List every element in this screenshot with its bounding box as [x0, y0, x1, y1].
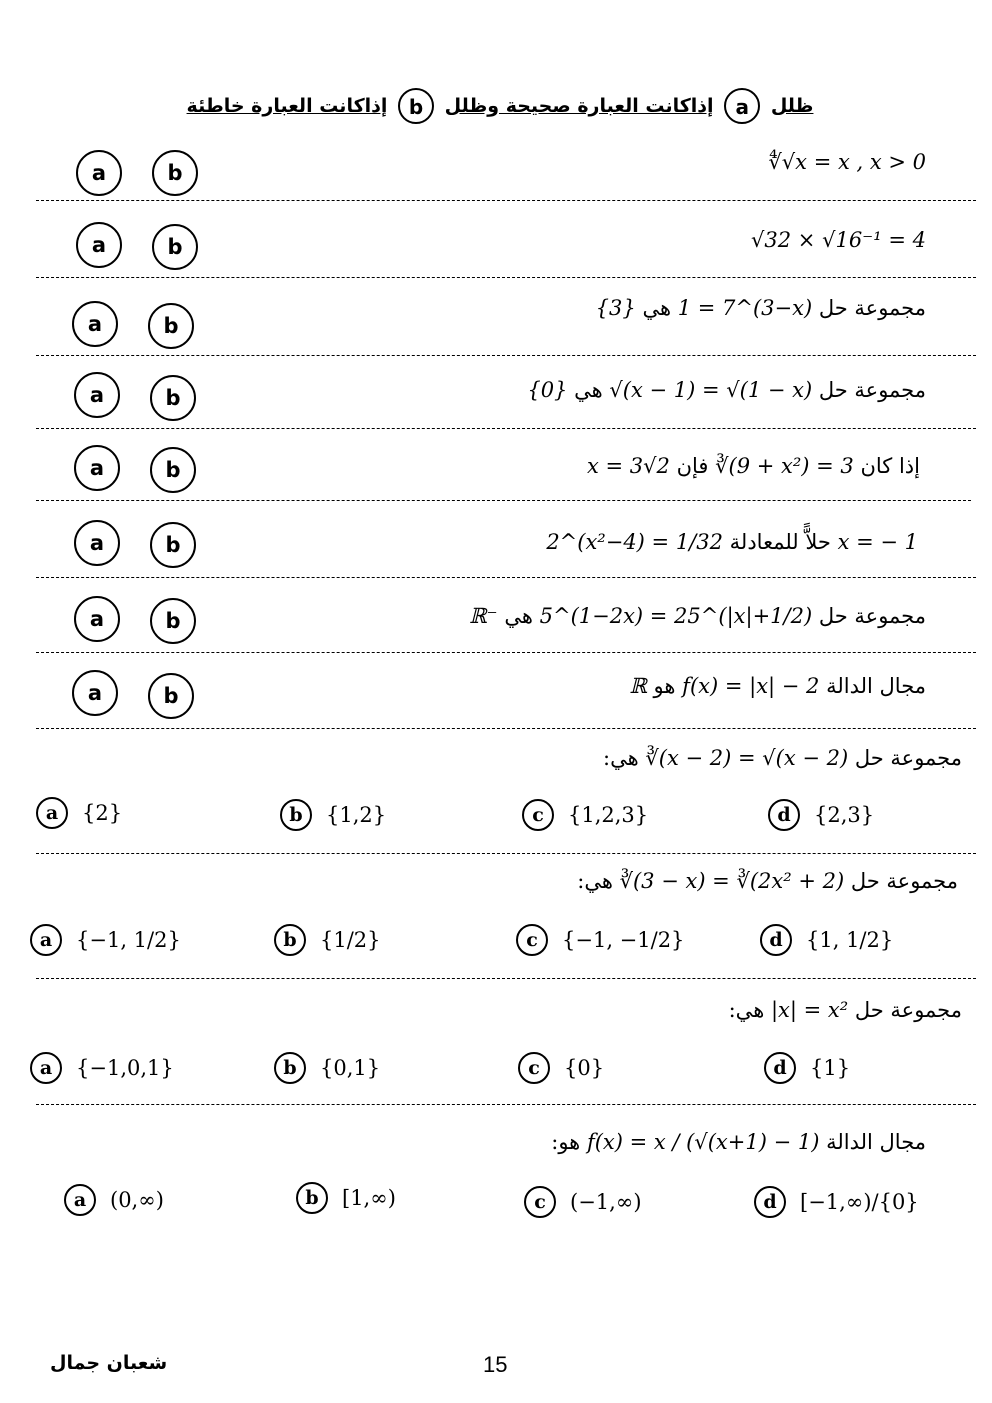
option-letter: c: [522, 799, 554, 831]
option-value: {0,1}: [320, 1056, 381, 1080]
mc-2-end: هي:: [577, 869, 613, 893]
option-letter: d: [754, 1186, 786, 1218]
option-letter: c: [524, 1186, 556, 1218]
mc-4-option-d[interactable]: [754, 1186, 919, 1218]
option-letter: b: [274, 1052, 306, 1084]
separator: [36, 1104, 976, 1105]
separator: [36, 200, 976, 201]
mc-2-option-c[interactable]: [516, 924, 684, 956]
mc-4-option-a[interactable]: [64, 1184, 164, 1216]
tf-8-answer: ℝ: [629, 674, 647, 698]
option-letter: a: [64, 1184, 96, 1216]
tf-3-text-mid: هي: [642, 296, 672, 320]
tf-6-option-b[interactable]: b: [150, 522, 196, 568]
title-circle-b: b: [398, 88, 434, 124]
tf-4-option-b[interactable]: b: [150, 375, 196, 421]
tf-7-option-a[interactable]: a: [74, 596, 120, 642]
option-letter: b: [274, 924, 306, 956]
tf-5-answer: x = 3√2: [587, 454, 670, 478]
option-letter: c: [516, 924, 548, 956]
mc-2-math: ∛(3 − x) = ∛(2x² + 2): [619, 869, 845, 893]
tf-7-math: 5^(1−2x) = 25^(|x|+1/2): [539, 604, 813, 628]
mc-4-end: هو:: [551, 1130, 581, 1154]
separator: [36, 277, 976, 278]
option-value: {2}: [82, 801, 123, 825]
mc-1-option-c[interactable]: [522, 799, 648, 831]
tf-7-answer: ℝ⁻: [469, 604, 498, 628]
tf-6-statement: [546, 530, 918, 554]
tf-3-statement: [596, 296, 926, 320]
tf-8-text: مجال الدالة: [826, 674, 926, 698]
tf-6-answer: 2^(x²−4) = 1/32: [546, 530, 723, 554]
mc-3-question: [729, 998, 962, 1022]
tf-1-math: ∜√x = x , x > 0: [768, 150, 926, 174]
mc-3-text: مجموعة حل: [854, 998, 962, 1022]
tf-2-option-a[interactable]: a: [76, 222, 122, 268]
separator: [36, 355, 976, 356]
tf-8-option-b[interactable]: b: [148, 673, 194, 719]
mc-2-question: [577, 869, 958, 893]
mc-3-option-a[interactable]: [30, 1052, 174, 1084]
tf-1-option-b[interactable]: b: [152, 150, 198, 196]
separator: [36, 853, 976, 854]
title-part-3: إذاكانت العبارة خاطئة: [186, 95, 388, 117]
tf-5-text-mid: فإن: [676, 454, 709, 478]
tf-4-text-mid: هي: [574, 378, 603, 402]
option-letter: b: [280, 799, 312, 831]
tf-4-option-a[interactable]: a: [74, 372, 120, 418]
tf-4-text: مجموعة حل: [818, 378, 926, 402]
separator: [36, 728, 976, 729]
tf-3-answer: {3}: [595, 296, 636, 320]
page-title: [150, 88, 850, 124]
tf-5-statement: [587, 454, 920, 478]
tf-6-option-a[interactable]: a: [74, 520, 120, 566]
option-value: {0}: [564, 1056, 605, 1080]
mc-3-end: هي:: [728, 998, 765, 1022]
mc-3-option-c[interactable]: [518, 1052, 604, 1084]
option-letter: b: [296, 1182, 328, 1214]
tf-6-math: x = − 1: [837, 530, 918, 554]
option-value: {−1,0,1}: [76, 1056, 174, 1080]
mc-3-math: |x| = x²: [770, 998, 849, 1022]
separator: [36, 577, 976, 578]
tf-3-text: مجموعة حل: [818, 296, 926, 320]
separator: [36, 652, 976, 653]
author-name: شعبان جمال: [50, 1352, 168, 1374]
mc-1-question: [603, 746, 962, 770]
tf-5-option-b[interactable]: b: [150, 447, 196, 493]
mc-1-option-d[interactable]: [768, 799, 874, 831]
option-letter: c: [518, 1052, 550, 1084]
option-letter: a: [30, 1052, 62, 1084]
option-letter: a: [36, 797, 68, 829]
title-part-1: ظلل: [770, 95, 814, 117]
tf-7-text-mid: هي: [504, 604, 533, 628]
option-value: {1,2}: [326, 803, 387, 827]
tf-6-text-mid: حلاًّ للمعادلة: [729, 530, 831, 554]
option-letter: d: [760, 924, 792, 956]
tf-7-option-b[interactable]: b: [150, 598, 196, 644]
page-number: 15: [483, 1352, 508, 1377]
option-value: {1/2}: [320, 928, 381, 952]
tf-7-statement: [469, 604, 926, 628]
separator: [36, 500, 971, 501]
option-letter: a: [30, 924, 62, 956]
mc-2-option-a[interactable]: [30, 924, 181, 956]
tf-3-option-b[interactable]: b: [148, 303, 194, 349]
tf-3-option-a[interactable]: a: [72, 301, 118, 347]
option-value: {1, 1/2}: [806, 928, 894, 952]
tf-2-statement: [751, 228, 926, 252]
tf-8-text-mid: هو: [653, 674, 676, 698]
tf-8-math: f(x) = |x| − 2: [682, 674, 820, 698]
option-value: [1,∞): [342, 1186, 396, 1210]
mc-4-text: مجال الدالة: [826, 1130, 926, 1154]
tf-2-option-b[interactable]: b: [152, 224, 198, 270]
mc-1-text: مجموعة حل: [854, 746, 962, 770]
tf-3-math: 1 = 7^(3−x): [677, 296, 813, 320]
mc-1-math: ∛(x − 2) = √(x − 2): [645, 746, 849, 770]
tf-5-text: إذا كان: [860, 454, 920, 478]
option-value: {1,2,3}: [568, 803, 649, 827]
tf-8-statement: [629, 674, 926, 698]
tf-2-math: √32 × √16⁻¹ = 4: [751, 228, 926, 252]
mc-3-option-b[interactable]: [274, 1052, 380, 1084]
tf-4-math: √(x − 1) = √(1 − x): [609, 378, 813, 402]
separator: [36, 978, 976, 979]
title-part-2: إذاكانت العبارة صحيحة وظلل: [444, 95, 714, 117]
option-value: {1}: [810, 1056, 851, 1080]
tf-7-text: مجموعة حل: [818, 604, 926, 628]
mc-4-question: [551, 1130, 926, 1154]
mc-1-option-b[interactable]: [280, 799, 386, 831]
mc-4-option-c[interactable]: [524, 1186, 642, 1218]
tf-1-statement: [768, 150, 926, 174]
mc-2-option-b[interactable]: [274, 924, 381, 956]
mc-1-end: هي:: [603, 746, 639, 770]
tf-4-statement: [527, 378, 926, 402]
tf-8-option-a[interactable]: a: [72, 670, 118, 716]
option-letter: d: [768, 799, 800, 831]
option-value: (0,∞): [110, 1188, 164, 1212]
title-circle-a: a: [724, 88, 760, 124]
mc-3-option-d[interactable]: [764, 1052, 850, 1084]
option-value: [−1,∞)/{0}: [800, 1190, 919, 1214]
mc-4-math: f(x) = x / (√(x+1) − 1): [586, 1130, 820, 1154]
option-value: {−1, 1/2}: [76, 928, 181, 952]
tf-5-option-a[interactable]: a: [74, 445, 120, 491]
separator: [36, 428, 976, 429]
mc-1-option-a[interactable]: [36, 797, 122, 829]
mc-2-option-d[interactable]: [760, 924, 893, 956]
option-value: {−1, −1/2}: [562, 928, 685, 952]
tf-4-answer: {0}: [527, 378, 568, 402]
mc-2-text: مجموعة حل: [850, 869, 958, 893]
option-value: (−1,∞): [570, 1190, 642, 1214]
option-letter: d: [764, 1052, 796, 1084]
tf-5-math: ∛(9 + x²) = 3: [715, 454, 854, 478]
option-value: {2,3}: [814, 803, 875, 827]
tf-1-option-a[interactable]: a: [76, 150, 122, 196]
mc-4-option-b[interactable]: [296, 1182, 396, 1214]
